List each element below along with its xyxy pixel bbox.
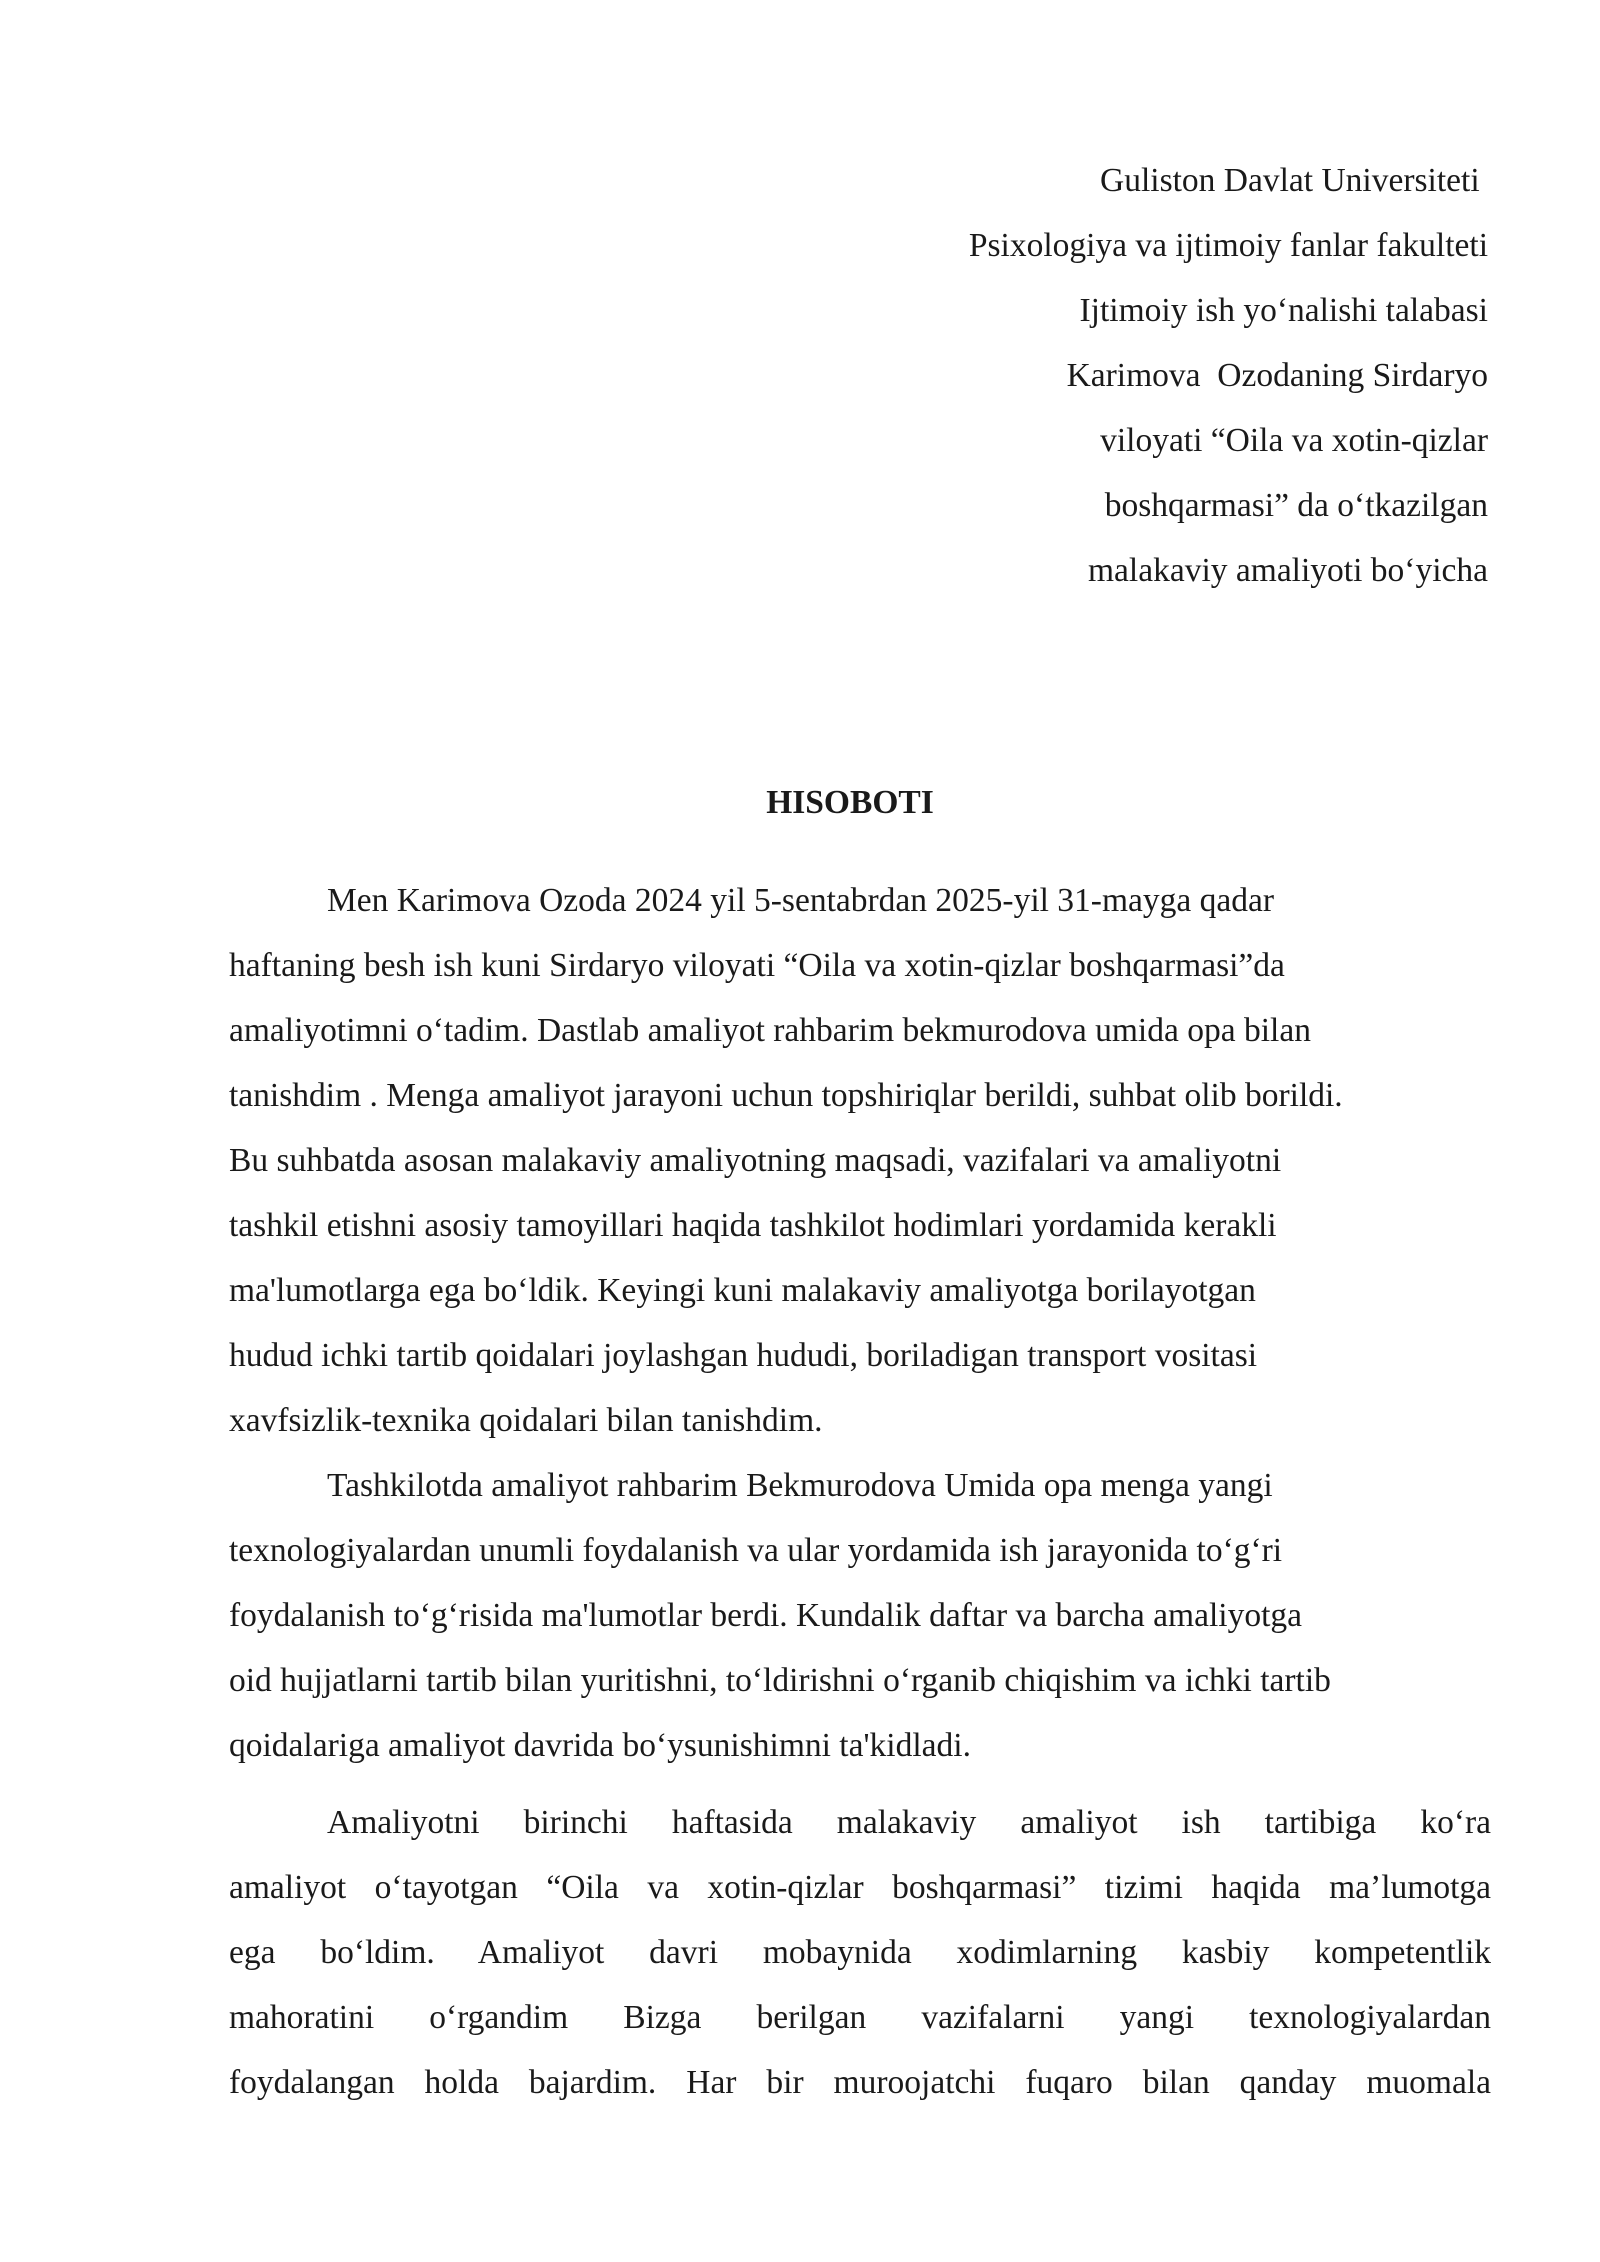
document-body	[229, 868, 1491, 2115]
header-line: viloyati “Oila va xotin-qizlar	[1100, 422, 1488, 459]
paragraph-line: amaliyotimni o‘tadim. Dastlab amaliyot rahbarim bekmurodova umida opa bilan	[229, 1012, 1311, 1049]
paragraph	[229, 1453, 1491, 1778]
paragraph-line: foydalangan holda bajardim. Har bir muroojatchi fuqaro bilan qanday muomala	[229, 2064, 1491, 2101]
paragraph-line: mahoratini o‘rgandim Bizga berilgan vazifalarni yangi texnologiyalardan	[229, 1999, 1491, 2036]
paragraph-line: Bu suhbatda asosan malakaviy amaliyotning maqsadi, vazifalari va amaliyotni	[229, 1142, 1282, 1179]
header-line: malakaviy amaliyoti bo‘yicha	[1087, 552, 1488, 589]
header-line: Karimova Ozodaning Sirdaryo	[1066, 357, 1488, 394]
paragraph-line: Tashkilotda amaliyot rahbarim Bekmurodova Umida opa menga yangi	[327, 1467, 1273, 1504]
paragraph-line: Amaliyotni birinchi haftasida malakaviy amaliyot ish tartibiga ko‘ra	[327, 1804, 1491, 1841]
header-line: boshqarmasi” da o‘tkazilgan	[1104, 487, 1488, 524]
header-line: Psixologiya va ijtimoiy fanlar fakulteti	[968, 227, 1488, 264]
paragraph-line: foydalanish to‘g‘risida ma'lumotlar berdi. Kundalik daftar va barcha amaliyotga	[229, 1597, 1303, 1634]
paragraph-line: xavfsizlik-texnika qoidalari bilan tanishdim.	[229, 1402, 823, 1439]
header-line: Ijtimoiy ish yo‘nalishi talabasi	[1079, 292, 1488, 329]
paragraph-line: ega bo‘ldim. Amaliyot davri mobaynida xodimlarning kasbiy kompetentlik	[229, 1934, 1491, 1971]
paragraph-line: tashkil etishni asosiy tamoyillari haqida tashkilot hodimlari yordamida kerakli	[229, 1207, 1277, 1244]
header-line: Guliston Davlat Universiteti	[1100, 162, 1488, 199]
paragraph	[229, 1790, 1491, 2115]
paragraph-line: ma'lumotlarga ega bo‘ldik. Keyingi kuni malakaviy amaliyotga borilayotgan	[229, 1272, 1256, 1309]
paragraph-line: hudud ichki tartib qoidalari joylashgan hududi, boriladigan transport vositasi	[229, 1337, 1258, 1374]
paragraph-line: texnologiyalardan unumli foydalanish va ular yordamida ish jarayonida to‘g‘ri	[229, 1532, 1283, 1569]
paragraph	[229, 868, 1491, 1453]
paragraph-line: Men Karimova Ozoda 2024 yil 5-sentabrdan 2025-yil 31-mayga qadar	[327, 882, 1275, 919]
paragraph-line: oid hujjatlarni tartib bilan yuritishni, to‘ldirishni o‘rganib chiqishim va ichki tartib	[229, 1662, 1331, 1699]
document-title: HISOBOTI	[766, 784, 934, 821]
paragraph-line: qoidalariga amaliyot davrida bo‘ysunishimni ta'kidladi.	[229, 1727, 971, 1764]
paragraph-line: haftaning besh ish kuni Sirdaryo viloyati “Oila va xotin-qizlar boshqarmasi”da	[229, 947, 1285, 984]
paragraph-line: amaliyot o‘tayotgan “Oila va xotin-qizlar boshqarmasi” tizimi haqida ma’lumotga	[229, 1869, 1491, 1906]
paragraph-line: tanishdim . Menga amaliyot jarayoni uchun topshiriqlar berildi, suhbat olib borildi.	[229, 1077, 1343, 1114]
document-header	[728, 148, 1488, 603]
